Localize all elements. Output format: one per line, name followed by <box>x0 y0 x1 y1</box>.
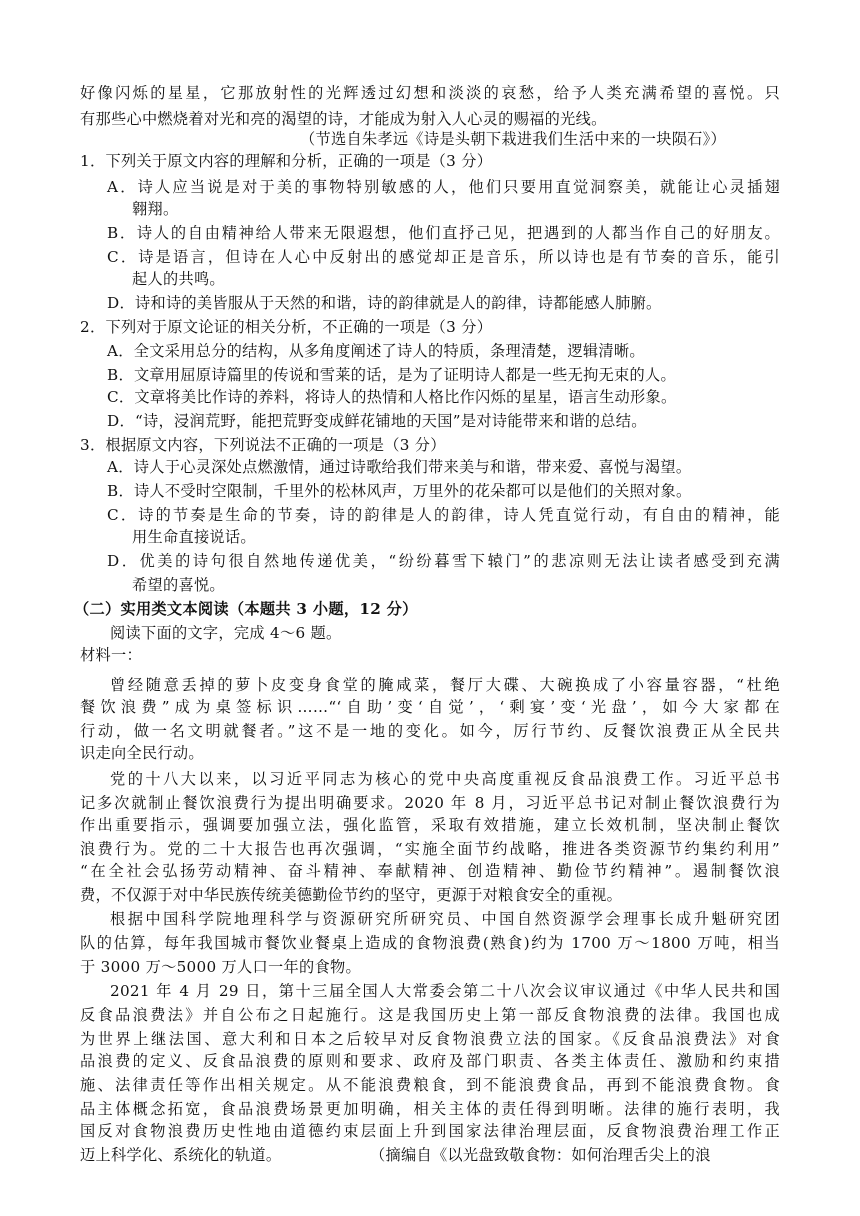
paragraph-line: 迈上科学化、系统化的轨道。 <box>80 1146 282 1164</box>
source-note: （节选自朱孝远《诗是头朝下栽进我们生活中来的一块陨石》） <box>300 130 727 148</box>
question-option-cont: 希望的喜悦。 <box>132 576 225 594</box>
paragraph-line: 餐饮浪费”成为桌签标识……“‘自助’变‘自觉’，‘剩宴’变‘光盘’，如今大家都在 <box>80 698 780 716</box>
question-option: C．文章将美比作诗的养料，将诗人的热情和人格比作闪烁的星星，语言生动形象。 <box>107 388 677 406</box>
paragraph-line: 队的估算，每年我国城市餐饮业餐桌上造成的食物浪费(熟食)约为 1700 万～1800 万吨，相当 <box>80 934 780 952</box>
question-option: A．诗人于心灵深处点燃激情，通过诗歌给我们带来美与和谐，带来爱、喜悦与渴望。 <box>107 458 692 476</box>
intro-line: 好像闪烁的星星，它那放射性的光辉透过幻想和淡淡的哀愁，给予人类充满希望的喜悦。只 <box>80 84 780 102</box>
question-option: A．诗人应当说是对于美的事物特别敏感的人，他们只要用直觉洞察美，就能让心灵插翅 <box>107 178 780 196</box>
paragraph-line: 品浪费的定义、反食品浪费的原则和要求、政府及部门职责、各类主体责任、激励和约束措 <box>80 1052 780 1070</box>
paragraph-line: 于 3000 万～5000 万人口一年的食物。 <box>80 958 361 976</box>
question-option: D．“诗，浸润荒野，能把荒野变成鲜花铺地的天国”是对诗能带来和谐的总结。 <box>107 412 647 430</box>
paragraph-line: 作出重要指示，强调要加强立法，强化监管，采取有效措施，建立长效机制，坚决制止餐饮 <box>80 816 780 834</box>
paragraph-line: 行动，做一名文明就餐者。”这不是一地的变化。如今，厉行节约、反餐饮浪费正从全民共 <box>80 722 780 740</box>
paragraph-line: 费，不仅源于对中华民族传统美德勤俭节约的坚守，更源于对粮食安全的重视。 <box>80 886 623 904</box>
question-option: C．诗的节奏是生命的节奏，诗的韵律是人的韵律，诗人凭直觉行动，有自由的精神，能 <box>107 506 780 524</box>
question-option-cont: 翱翔。 <box>132 200 179 218</box>
paragraph-line: 品主体概念拓宽，食品浪费场景更加明确，相关主体的责任得到明晰。法律的施行表明，我 <box>80 1100 780 1118</box>
question-option: B．文章用屈原诗篇里的传说和雪莱的话，是为了证明诗人都是一些无拘无束的人。 <box>107 366 677 384</box>
paragraph-line: 为世界上继法国、意大利和日本之后较早对反食物浪费立法的国家。《反食品浪费法》对食 <box>80 1030 780 1048</box>
question-option: C．诗是语言，但诗在人心中反射出的感觉却正是音乐，所以诗也是有节奏的音乐，能引 <box>107 248 780 266</box>
question-stem: 3．根据原文内容，下列说法不正确的一项是（3 分） <box>80 436 446 454</box>
question-option: B．诗人的自由精神给人带来无限遐想，他们直抒己见，把遇到的人都当作自己的好朋友。 <box>107 224 780 242</box>
question-option-cont: 用生命直接说话。 <box>132 528 256 546</box>
section-instruction: 阅读下面的文字，完成 4～6 题。 <box>110 624 342 642</box>
question-option: D．优美的诗句很自然地传递优美，“纷纷暮雪下辕门”的悲凉则无法让读者感受到充满 <box>107 552 780 570</box>
paragraph-line: 2021 年 4 月 29 日，第十三届全国人大常委会第二十八次会议审议通过《中华人民共和国 <box>110 982 780 1000</box>
question-stem: 2．下列对于原文论证的相关分析，不正确的一项是（3 分） <box>80 318 493 336</box>
paragraph-line: 曾经随意丢掉的萝卜皮变身食堂的腌咸菜，餐厅大碟、大碗换成了小容量容器，“杜绝 <box>110 676 780 694</box>
section-heading: （二）实用类文本阅读（本题共 3 小题，12 分） <box>74 600 418 618</box>
intro-line: 有那些心中燃烧着对光和亮的渴望的诗，才能成为射入人心灵的赐福的光线。 <box>80 110 607 128</box>
question-stem: 1．下列关于原文内容的理解和分析，正确的一项是（3 分） <box>80 152 493 170</box>
paragraph-line: 施、法律责任等作出相关规定。从不能浪费粮食，到不能浪费食品，再到不能浪费食物。食 <box>80 1076 780 1094</box>
paragraph-line: 反食品浪费法》并自公布之日起施行。这是我国历史上第一部反食物浪费的法律。我国也成 <box>80 1006 780 1024</box>
paragraph-line: 党的十八大以来，以习近平同志为核心的党中央高度重视反食品浪费工作。习近平总书 <box>110 770 780 788</box>
paragraph-line: 记多次就制止餐饮浪费行为提出明确要求。2020 年 8 月，习近平总书记对制止餐饮浪费行为 <box>80 794 780 812</box>
paragraph-line: 国反对食物浪费历史性地由道德约束层面上升到国家法律治理层面，反食物浪费治理工作正 <box>80 1122 780 1140</box>
paragraph-line: 识走向全民行动。 <box>80 744 204 762</box>
paragraph-line: 浪费行为。党的二十大报告也再次强调，“实施全面节约战略，推进各类资源节约集约利用” <box>80 840 780 858</box>
paragraph-line: 根据中国科学院地理科学与资源研究所研究员、中国自然资源学会理事长成升魁研究团 <box>110 910 780 928</box>
question-option: A．全文采用总分的结构，从多角度阐述了诗人的特质，条理清楚，逻辑清晰。 <box>107 342 645 360</box>
question-option: B．诗人不受时空限制，千里外的松林风声，万里外的花朵都可以是他们的关照对象。 <box>107 482 692 500</box>
question-option: D．诗和诗的美皆服从于天然的和谐，诗的韵律就是人的韵律，诗都能感人肺腑。 <box>107 294 662 312</box>
question-option-cont: 起人的共鸣。 <box>132 270 225 288</box>
material-label: 材料一： <box>80 646 142 664</box>
paragraph-line: “在全社会弘扬劳动精神、奋斗精神、奉献精神、创造精神、勤俭节约精神”。遏制餐饮浪 <box>80 862 780 880</box>
excerpt-source: （摘编自《以光盘致敬食物：如何治理舌尖上的浪 <box>370 1146 711 1164</box>
